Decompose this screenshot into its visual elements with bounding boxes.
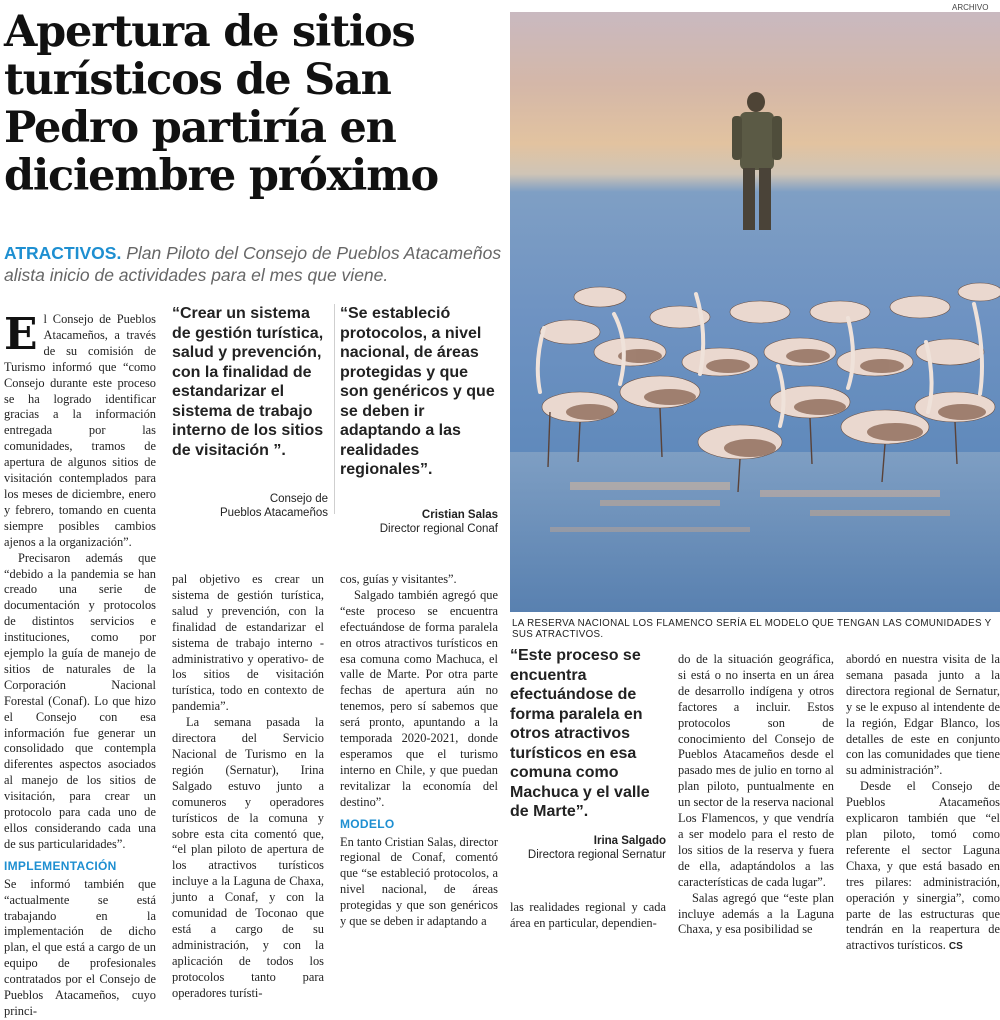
paragraph: Precisaron además que “debido a la pandemia se han creado una serie de documentación y protocolos de distintos servicios e instituciones, como por ejemplo la guía de manejo de sitios de naturales de la Corporación Nacional Forestal (Conaf). Lo que hizo el Consejo con esa información fue generar un consolidado que contempla diferentes aspectos asociados al manejo de los sitios de visitación, para crear un protocolo para cada uno de ellos considerando cada una de sus particularidades”. <box>4 550 156 851</box>
attribution-name: Cristian Salas <box>421 508 498 521</box>
pull-quote-text: “Se estableció protocolos, a nivel nacional, de áreas protegidas y que son genéricos y que se deben ir adaptando a las realidades regionales”. <box>340 305 495 478</box>
headline: Apertura de sitios turísticos de San Pedro partiría en diciembre próximo <box>4 7 438 201</box>
flamingo-reserve-photo <box>510 12 1000 612</box>
paragraph: Salgado también agregó que “este proceso se encuentra efectuándose de forma paralela en otros atractivos turísticos en esa comuna como Machuca, el valle de Marte. Por otra parte fechas de apertura aún no tenemos, pero sí sabemos que será pronto, apuntando a la temporada 2020-2021, donde esperamos que el turismo interno en Chile, y que puedan revitalizar la economía del destino”. <box>340 587 498 809</box>
paragraph: pal objetivo es crear un sistema de gestión turística, salud y prevención, con la finalidad de estandarizar el sistema de trabajo interno -administrativo y operativo- de los sitios de visitación turística, todo en contexto de pandemia”. <box>172 572 324 714</box>
lede-kicker: ATRACTIVOS. <box>4 243 122 263</box>
article-column-1 <box>4 309 156 1020</box>
paragraph: En tanto Cristian Salas, director regional de Conaf, comentó que “se estableció protocolos, a nivel nacional, de áreas protegidas y que son genéricos y que se deben ir adaptando a <box>340 834 498 929</box>
photo-credit: ARCHIVO <box>952 3 989 12</box>
article-column-4 <box>510 900 666 932</box>
pull-quote-sernatur <box>510 646 666 862</box>
attribution-role: Director regional Conaf <box>379 522 498 535</box>
paragraph: Salas agregó que “este plan incluye además a la Laguna Chaxa, y esa posibilidad se <box>678 890 834 937</box>
pull-quote-consejo <box>172 304 328 520</box>
photo-caption: LA RESERVA NACIONAL LOS FLAMENCO SERÍA EL MODELO QUE TENGAN LAS COMUNIDADES Y SUS ATRACTIVOS. <box>512 618 992 640</box>
lede <box>4 242 504 286</box>
pull-quote-text: “Crear un sistema de gestión turística, salud y prevención, con la finalidad de estandarizar el sistema de trabajo interno de los sitios de visitación ”. <box>172 305 324 459</box>
end-mark: CS <box>948 941 963 953</box>
paragraph: do de la situación geográfica, si está o no inserta en un área de desarrollo indígena y otros factores a incluir. Estos protocolos son de conocimiento del Consejo de Pueblos Atacameños desde el pasado mes de julio en torno al plan piloto, puntualmente en un sector de la reserva nacional Los Flamencos, y que vendría a ser modelo para el resto de los sitios de la reserva y fuera de ella, adaptándolos a las características de cada lugar”. <box>678 652 834 889</box>
paragraph: l Consejo de Pueblos Atacameños, a través de su comisión de Turismo informó que “como Consejo durante este proceso se ha logrado identificar gracias a la información entregada por las comunidades, tramos de apertura de algunos sitios de visitación contemplados para los meses de diciembre, enero y febrero, tomando en cuenta siempre posibles cambios ajenos a la organización”. <box>4 312 156 549</box>
pull-quote-conaf <box>340 304 498 536</box>
lede-text: Plan Piloto del Consejo de Pueblos Atacameños alista inicio de actividades para el mes que viene. <box>4 243 502 285</box>
article-column-2 <box>172 572 324 1001</box>
attribution-role: Directora regional Sernatur <box>527 848 666 861</box>
dropcap: E <box>4 309 38 360</box>
subhead-modelo: MODELO <box>340 816 395 831</box>
article-column-5 <box>678 652 834 938</box>
paragraph: Se informó también que “actualmente se está trabajando en la implementación de dicho plan, el que está a cargo de un equipo de profesionales contratados por el Consejo de Pueblos Atacameños, cuyo princi- <box>4 876 156 1018</box>
pull-quote-attribution <box>340 508 498 536</box>
attribution-line: Consejo de <box>269 493 328 505</box>
paragraph: La semana pasada la directora del Servicio Nacional de Turismo en la región (Sernatur), Irina Salgado estuvo junto a comuneros y operadores turísticos de la comuna y sobre esta cita comentó que, “el plan piloto de apertura de los atractivos turísticos incluye a la Laguna de Chaxa, junto a Conaf, y con la comunidad de Toconao que está a cargo de su administración, y con la aplicación de todos los protocolos tanto para operadores turísti- <box>172 715 324 1000</box>
pull-quote-text: “Este proceso se encuentra efectuándose de forma paralela en otros atractivos turísticos en esa comuna como Machuca y el valle de Marte”. <box>510 647 650 820</box>
paragraph: Desde el Consejo de Pueblos Atacameños explicaron también que “el plan piloto, tomó como referente el sector Laguna Chaxa, y que está basado en tres pilares: administración, operación y sinergia”, como parte de las estructuras que tendrán en la reapertura de atractivos turísticos. CS <box>846 779 1000 953</box>
article-column-6 <box>846 652 1000 955</box>
attribution-line: Pueblos Atacameños <box>219 507 328 519</box>
paragraph: abordó en nuestra visita de la semana pasada junto a la directora regional de Sernatur, y se le expuso al intendente de la región, Edgar Blanco, los detalles de este en conjunto con las comunidades que tiene su administración”. <box>846 652 1000 778</box>
paragraph: cos, guías y visitantes”. <box>340 572 457 586</box>
column-divider <box>334 304 335 514</box>
subhead-implementacion: IMPLEMENTACIÓN <box>4 858 117 873</box>
pull-quote-attribution <box>172 492 328 520</box>
paragraph: las realidades regional y cada área en particular, dependien- <box>510 900 666 930</box>
attribution-name: Irina Salgado <box>593 834 666 847</box>
article-column-3 <box>340 572 498 930</box>
pull-quote-attribution <box>510 834 666 862</box>
